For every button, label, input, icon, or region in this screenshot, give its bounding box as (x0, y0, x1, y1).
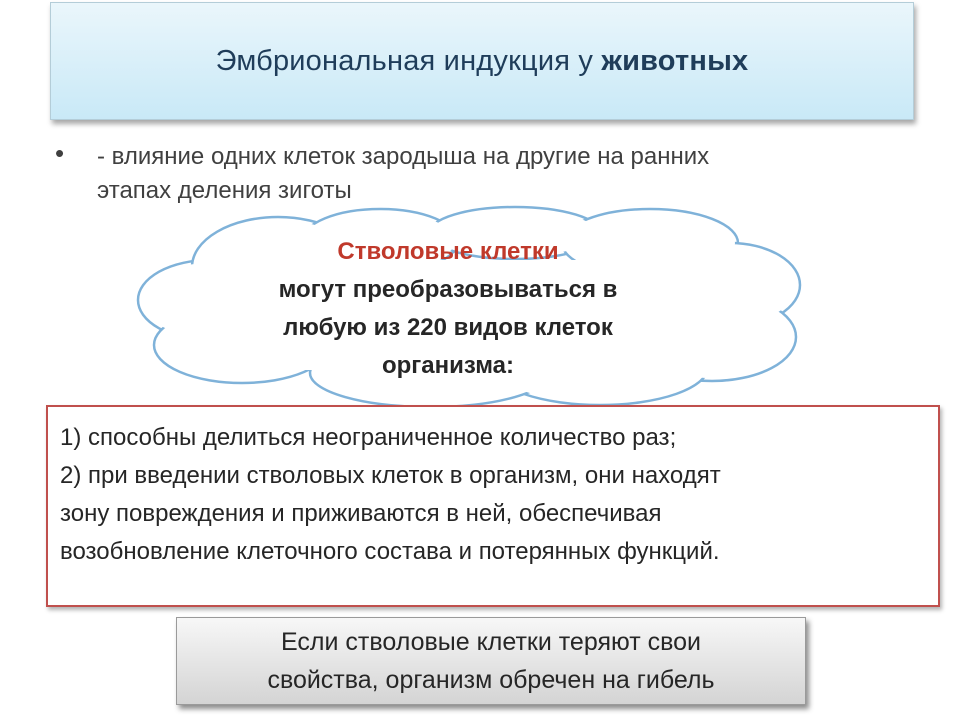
conclusion-line: свойства, организм обречен на гибель (267, 666, 715, 694)
title-banner (50, 2, 914, 120)
properties-box (46, 405, 940, 607)
cloud-line: могут преобразовываться в (278, 276, 618, 303)
cloud-text (228, 233, 668, 385)
cloud-line: организма: (381, 352, 515, 379)
bullet-text (97, 140, 867, 208)
conclusion-line: Если стволовые клетки теряют свои (281, 628, 701, 656)
bullet-line: - влияние одних клеток зародыша на другие на ранних (97, 143, 710, 170)
slide-title (216, 45, 749, 78)
cloud-heading: Стволовые клетки (337, 238, 559, 265)
property-line: 1) способны делиться неограниченное количество раз; (60, 424, 677, 451)
conclusion-box (176, 617, 806, 705)
slide-title-emphasis: животных (601, 44, 749, 77)
bullet-line: этапах деления зиготы (97, 177, 352, 204)
property-line: 2) при введении стволовых клеток в организм, они находят (60, 462, 721, 489)
bullet-icon: • (55, 138, 65, 168)
property-line: зону повреждения и приживаются в ней, обеспечивая (60, 500, 662, 527)
property-line: возобновление клеточного состава и потерянных функций. (60, 538, 720, 565)
slide-title-prefix: Эмбриональная индукция у (215, 44, 602, 77)
cloud-line: любую из 220 видов клеток (283, 314, 613, 341)
